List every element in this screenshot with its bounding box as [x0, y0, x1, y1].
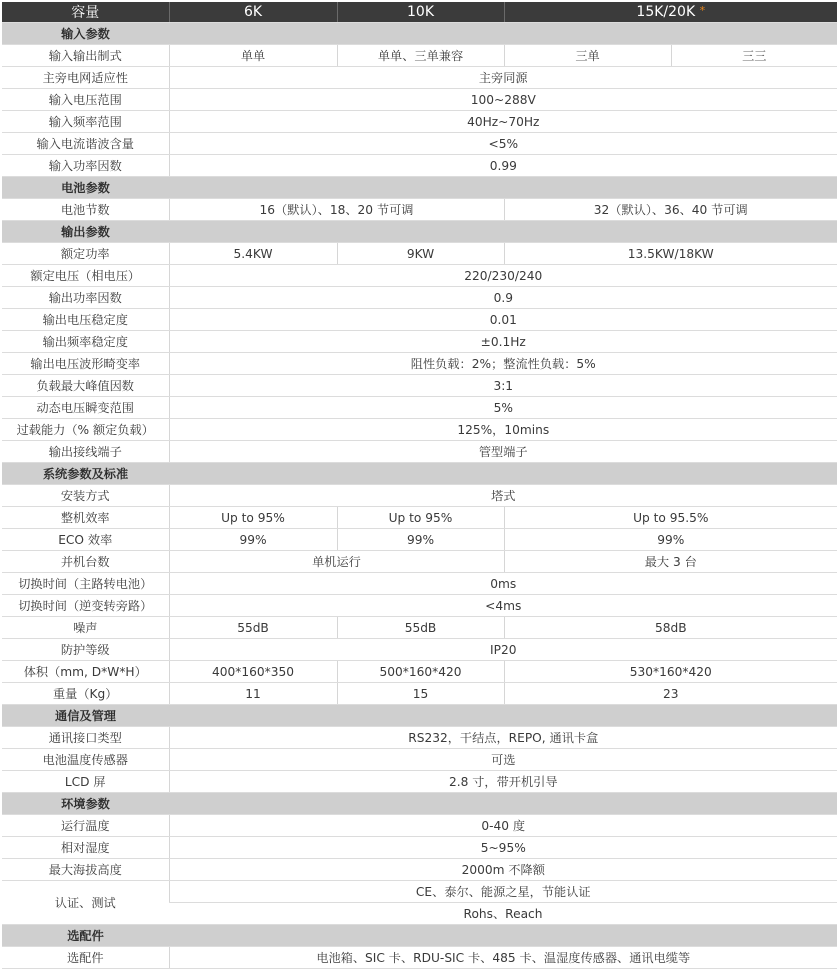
table-row: [2, 639, 837, 661]
value-cell: <5%: [169, 133, 837, 155]
row-label: 输入输出制式: [2, 45, 169, 67]
row-label: 相对湿度: [2, 837, 169, 859]
value-cell: 单机运行: [169, 551, 504, 573]
section-title: 输出参数: [61, 225, 110, 239]
value-cell: Up to 95%: [337, 507, 504, 529]
table-row: [2, 837, 837, 859]
header-15k-20k: [504, 2, 837, 23]
section-header-row: [2, 925, 837, 947]
value-cell: 5~95%: [169, 837, 837, 859]
value-cell: Up to 95%: [169, 507, 337, 529]
table-row: [2, 265, 837, 287]
row-label: 输出频率稳定度: [2, 331, 169, 353]
section-title: 通信及管理: [55, 709, 116, 723]
value-cell: IP20: [169, 639, 837, 661]
row-label: 负载最大峰值因数: [2, 375, 169, 397]
table-row: [2, 375, 837, 397]
row-label: 输入电压范围: [2, 89, 169, 111]
value-cell: 32（默认）、36、40 节可调: [504, 199, 837, 221]
row-label: LCD 屏: [2, 771, 169, 793]
value-cell: 0.99: [169, 155, 837, 177]
value-cell: 11: [169, 683, 337, 705]
table-row: [2, 67, 837, 89]
section-title-cell: [2, 463, 169, 485]
table-row: [2, 243, 837, 265]
spec-table: [2, 2, 837, 969]
value-cell: 塔式: [169, 485, 837, 507]
table-row: [2, 199, 837, 221]
section-title: 选配件: [67, 929, 104, 943]
table-row: [2, 661, 837, 683]
value-cell: ±0.1Hz: [169, 331, 837, 353]
row-label: 运行温度: [2, 815, 169, 837]
section-header-row: [2, 23, 837, 45]
table-row: [2, 595, 837, 617]
row-label: 输出电压波形畸变率: [2, 353, 169, 375]
value-cell: 99%: [337, 529, 504, 551]
table-row: [2, 771, 837, 793]
value-cell: Up to 95.5%: [504, 507, 837, 529]
row-label: 安装方式: [2, 485, 169, 507]
value-cell: 40Hz~70Hz: [169, 111, 837, 133]
section-fill-cell: [169, 221, 837, 243]
table-header-row: [2, 2, 837, 23]
row-label: 体积（mm, D*W*H）: [2, 661, 169, 683]
section-fill-cell: [169, 705, 837, 727]
section-title-cell: [2, 705, 169, 727]
value-cell: 13.5KW/18KW: [504, 243, 837, 265]
section-header-row: [2, 793, 837, 815]
section-header-row: [2, 221, 837, 243]
section-fill-cell: [169, 463, 837, 485]
table-row: [2, 815, 837, 837]
value-cell: 125%，10mins: [169, 419, 837, 441]
value-cell: 单单: [169, 45, 337, 67]
value-cell: 最大 3 台: [504, 551, 837, 573]
section-title-cell: [2, 177, 169, 199]
value-cell: 500*160*420: [337, 661, 504, 683]
row-label: 噪声: [2, 617, 169, 639]
table-row: [2, 441, 837, 463]
value-cell: 58dB: [504, 617, 837, 639]
section-header-row: [2, 705, 837, 727]
row-label: 切换时间（主路转电池）: [2, 573, 169, 595]
row-label: 额定功率: [2, 243, 169, 265]
row-label: 整机效率: [2, 507, 169, 529]
table-row: [2, 573, 837, 595]
row-label: 重量（Kg）: [2, 683, 169, 705]
section-title: 环境参数: [61, 797, 110, 811]
table-row: [2, 133, 837, 155]
row-label: 输入功率因数: [2, 155, 169, 177]
value-cell: 0ms: [169, 573, 837, 595]
table-row: [2, 353, 837, 375]
header-capacity: 容量: [2, 2, 169, 23]
row-label: 输入频率范围: [2, 111, 169, 133]
row-label: 动态电压瞬变范围: [2, 397, 169, 419]
value-cell: 9KW: [337, 243, 504, 265]
section-header-row: [2, 463, 837, 485]
value-cell: 5%: [169, 397, 837, 419]
table-row: [2, 947, 837, 969]
value-cell: 0.9: [169, 287, 837, 309]
table-row: [2, 749, 837, 771]
section-title-cell: [2, 23, 169, 45]
value-cell: 100~288V: [169, 89, 837, 111]
value-cell: 55dB: [337, 617, 504, 639]
value-cell: 530*160*420: [504, 661, 837, 683]
header-6k: 6K: [169, 2, 337, 23]
table-row: [2, 551, 837, 573]
value-cell: 2.8 寸，带开机引导: [169, 771, 837, 793]
table-row: [2, 155, 837, 177]
table-row: [2, 309, 837, 331]
section-fill-cell: [169, 793, 837, 815]
section-fill-cell: [169, 925, 837, 947]
table-row: [2, 485, 837, 507]
value-cell: 电池箱、SIC 卡、RDU-SIC 卡、485 卡、温湿度传感器、通讯电缆等: [169, 947, 837, 969]
value-cell: 主旁同源: [169, 67, 837, 89]
section-fill-cell: [169, 177, 837, 199]
row-label: ECO 效率: [2, 529, 169, 551]
value-cell: 16（默认）、18、20 节可调: [169, 199, 504, 221]
section-header-row: [2, 177, 837, 199]
section-title-cell: [2, 793, 169, 815]
section-title-cell: [2, 925, 169, 947]
value-cell: 0-40 度: [169, 815, 837, 837]
section-title: 电池参数: [61, 181, 110, 195]
value-cell: CE、泰尔、能源之星，节能认证: [169, 881, 837, 903]
table-row: [2, 529, 837, 551]
value-cell: 三三: [671, 45, 837, 67]
table-row: [2, 419, 837, 441]
row-label: 输入电流谐波含量: [2, 133, 169, 155]
value-cell: 5.4KW: [169, 243, 337, 265]
value-cell: 0.01: [169, 309, 837, 331]
section-fill-cell: [169, 23, 837, 45]
row-label: 选配件: [2, 947, 169, 969]
row-label: 切换时间（逆变转旁路）: [2, 595, 169, 617]
value-cell: Rohs、Reach: [169, 903, 837, 925]
row-label: 通讯接口类型: [2, 727, 169, 749]
asterisk-mark: *: [699, 4, 706, 17]
value-cell: RS232，干结点，REPO, 通讯卡盒: [169, 727, 837, 749]
value-cell: 220/230/240: [169, 265, 837, 287]
row-label: 认证、测试: [2, 881, 169, 925]
table-row: [2, 331, 837, 353]
table-row: [2, 617, 837, 639]
row-label: 输出功率因数: [2, 287, 169, 309]
row-label: 防护等级: [2, 639, 169, 661]
value-cell: 可选: [169, 749, 837, 771]
value-cell: 15: [337, 683, 504, 705]
row-label: 额定电压（相电压）: [2, 265, 169, 287]
table-row: [2, 45, 837, 67]
row-label: 最大海拔高度: [2, 859, 169, 881]
table-row: [2, 287, 837, 309]
table-row: [2, 683, 837, 705]
row-label: 电池温度传感器: [2, 749, 169, 771]
row-label: 并机台数: [2, 551, 169, 573]
table-row: [2, 111, 837, 133]
section-title: 系统参数及标准: [42, 467, 129, 481]
table-row: [2, 727, 837, 749]
section-title: 输入参数: [61, 27, 110, 41]
value-cell: 99%: [169, 529, 337, 551]
spec-table-body: [2, 23, 837, 969]
value-cell: 阻性负载：2%；整流性负载：5%: [169, 353, 837, 375]
value-cell: 2000m 不降额: [169, 859, 837, 881]
row-label: 输出电压稳定度: [2, 309, 169, 331]
value-cell: 99%: [504, 529, 837, 551]
value-cell: 55dB: [169, 617, 337, 639]
table-row: [2, 507, 837, 529]
row-label: 过载能力（% 额定负载）: [2, 419, 169, 441]
table-row: [2, 397, 837, 419]
value-cell: 23: [504, 683, 837, 705]
row-label: 输出接线端子: [2, 441, 169, 463]
row-label: 电池节数: [2, 199, 169, 221]
header-15k-20k-label: 15K/20K: [636, 4, 696, 20]
section-title-cell: [2, 221, 169, 243]
row-label: 主旁电网适应性: [2, 67, 169, 89]
table-row: [2, 89, 837, 111]
value-cell: 管型端子: [169, 441, 837, 463]
header-10k: 10K: [337, 2, 504, 23]
value-cell: 3:1: [169, 375, 837, 397]
value-cell: <4ms: [169, 595, 837, 617]
table-row: [2, 881, 837, 903]
value-cell: 单单、三单兼容: [337, 45, 504, 67]
table-row: [2, 859, 837, 881]
value-cell: 三单: [504, 45, 671, 67]
value-cell: 400*160*350: [169, 661, 337, 683]
